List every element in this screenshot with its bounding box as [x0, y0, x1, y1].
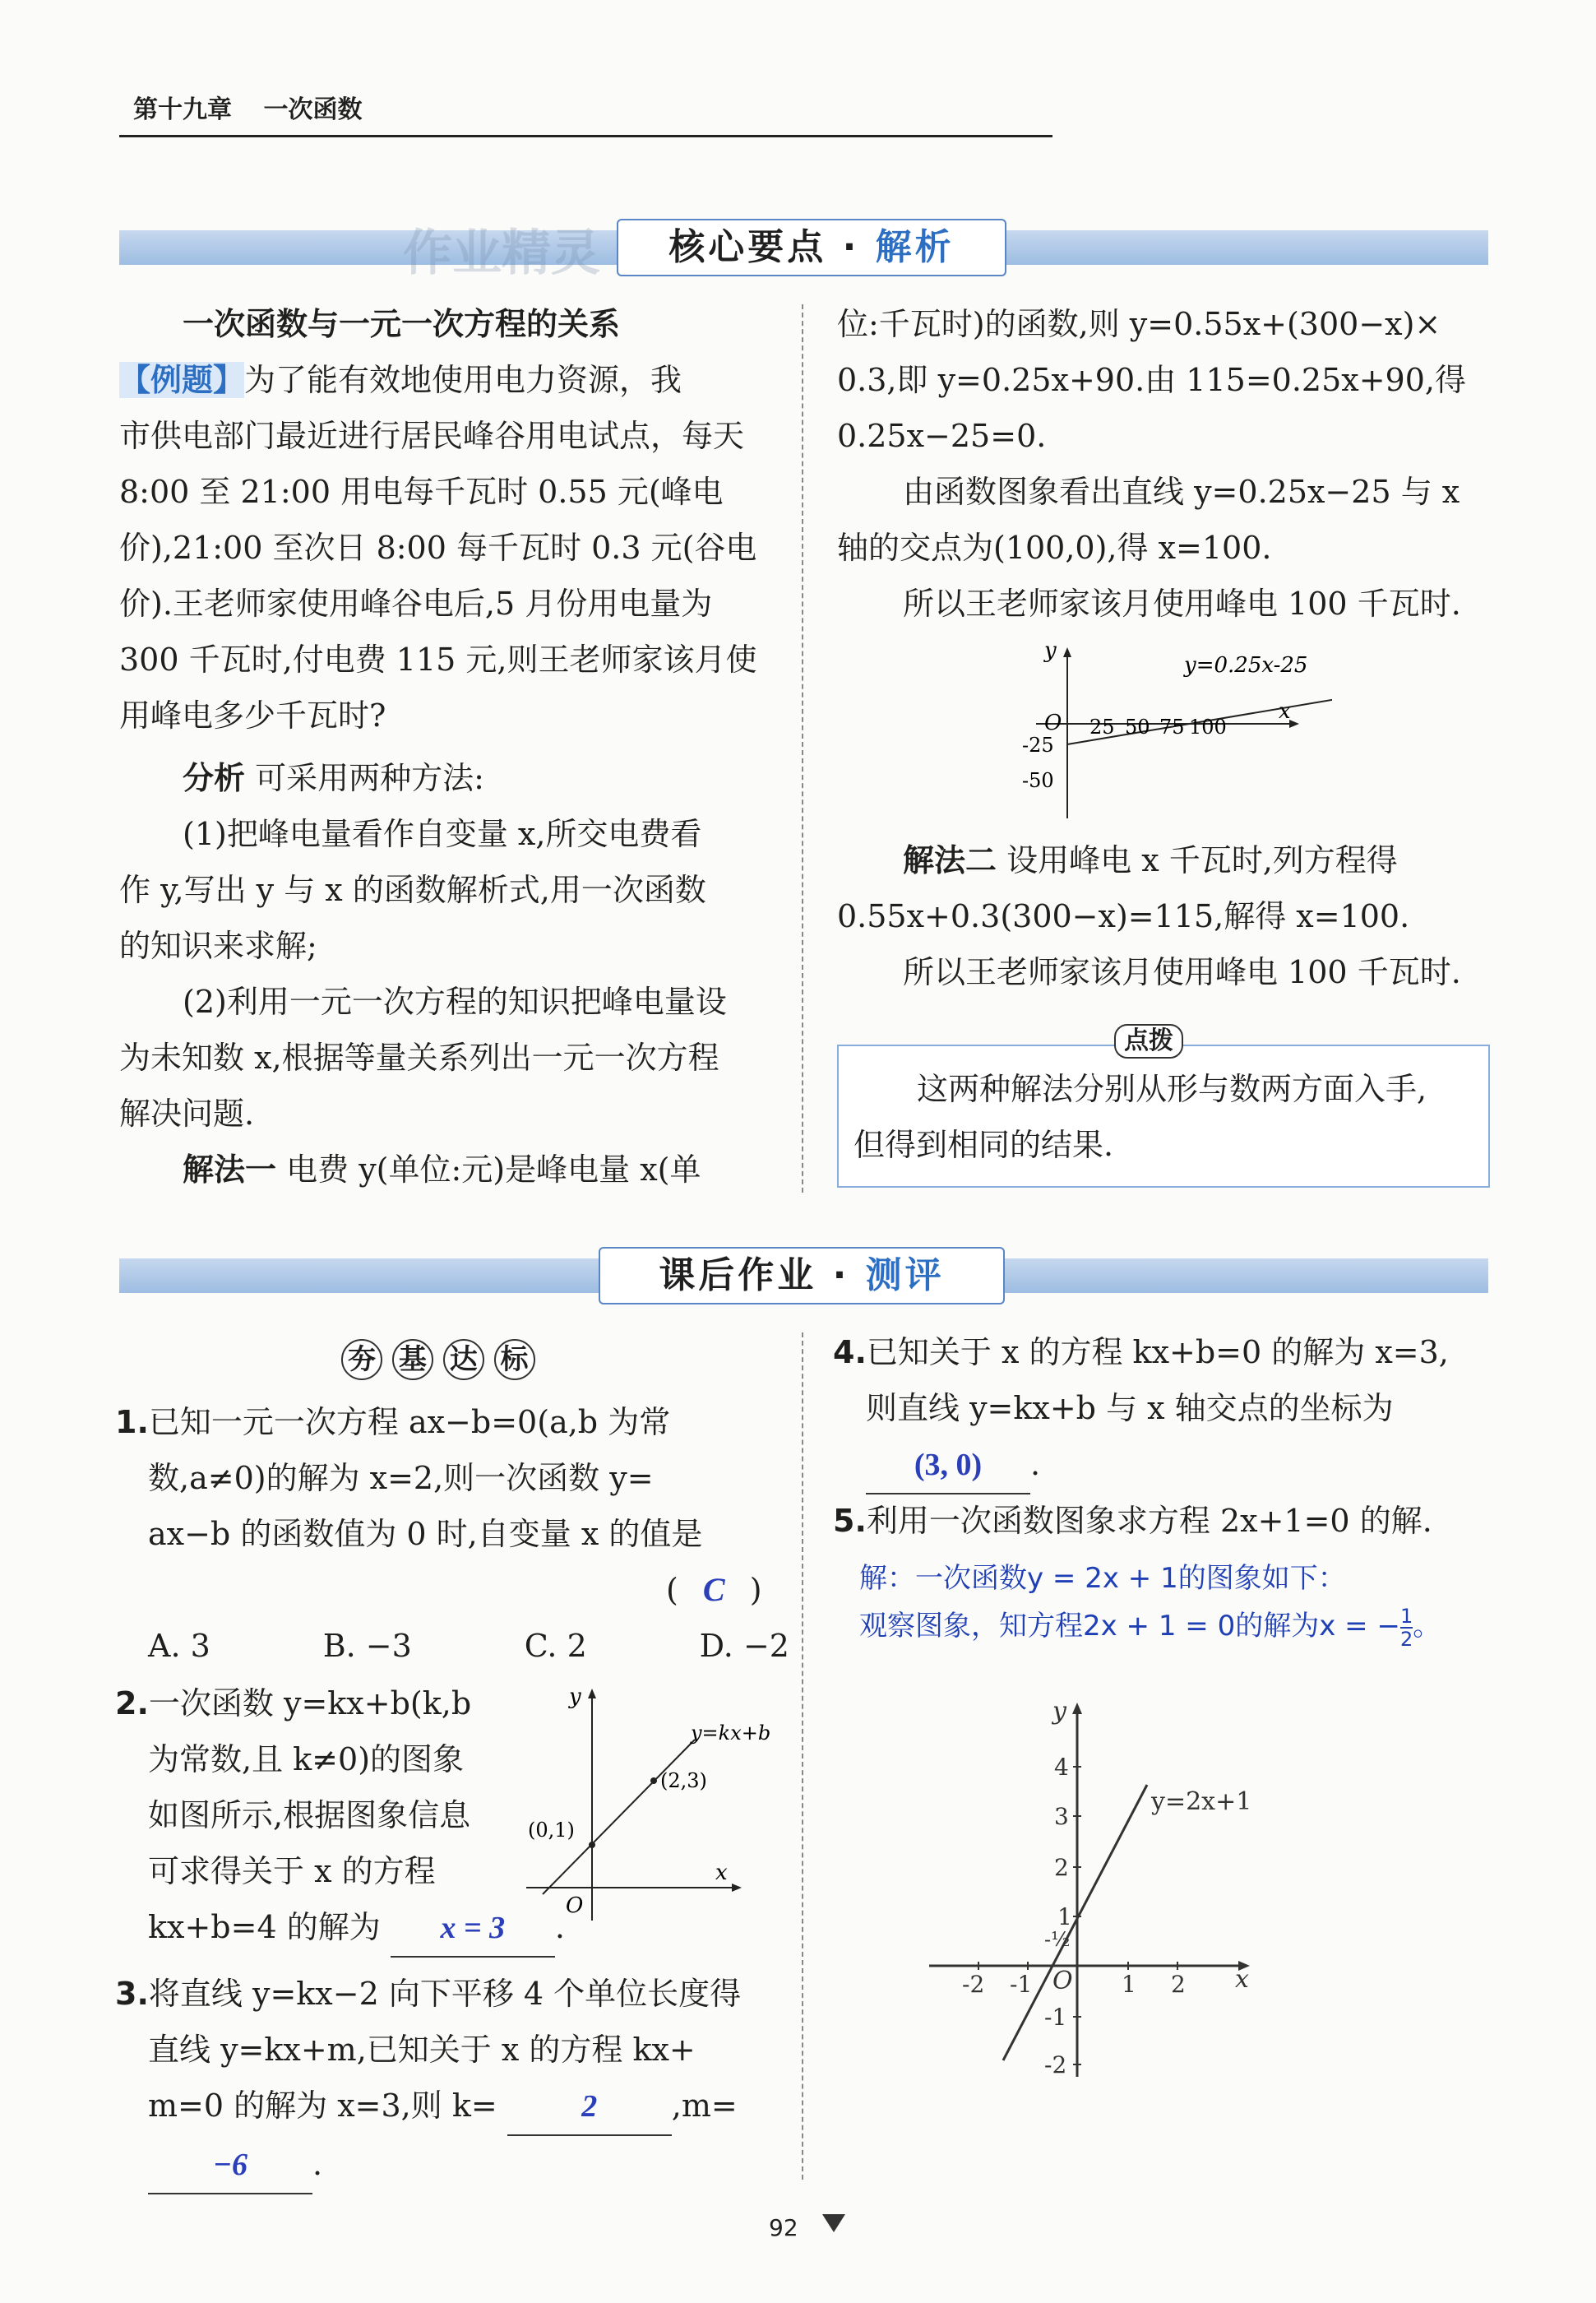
option-a: A. 3 [148, 1628, 210, 1664]
method2-line: 所以王老师家该月使用峰电 100 千瓦时. [903, 954, 1461, 990]
q1-answer: C [702, 1571, 725, 1608]
q-number: 1. [115, 1404, 149, 1440]
question-4 [833, 1324, 1499, 1494]
option-b: B. −3 [322, 1628, 412, 1664]
fraction [1400, 1606, 1413, 1650]
method1-line: 所以王老师家该月使用峰电 100 千瓦时. [903, 586, 1461, 622]
q2-answer: x = 3 [440, 1911, 506, 1945]
analysis-line: 作 y,写出 y 与 x 的函数解析式,用一次函数 [119, 872, 706, 908]
tip-line: 这两种解法分别从形与数两方面入手, [917, 1071, 1427, 1107]
graph-q2 [518, 1682, 781, 1929]
origin-label: O [1052, 1967, 1073, 1995]
y-arrow [588, 1689, 596, 1698]
q-line: m=0 的解为 x=3,则 k= [148, 2088, 497, 2124]
q-line: 已知一元一次方程 ax−b=0(a,b 为常 [148, 1404, 671, 1440]
analysis-label: 分析 [183, 760, 246, 796]
q1-options [148, 1618, 789, 1674]
section-title-text: 课后作业 [659, 1254, 817, 1296]
badge-char: 标 [494, 1339, 535, 1380]
method2-label: 解法二 [903, 842, 997, 878]
y-label: y [1044, 638, 1057, 663]
origin-label: O [566, 1893, 584, 1918]
topic-title: 一次函数与一元一次方程的关系 [183, 306, 621, 342]
example-line: 用峰电多少千瓦时? [119, 697, 386, 734]
y-tick-label: -1 [1044, 2004, 1067, 2031]
y-label: y [1052, 1697, 1066, 1726]
k-answer: 2 [581, 2089, 598, 2124]
q-line: 将直线 y=kx−2 向下平移 4 个单位长度得 [148, 1976, 742, 2012]
function-line [1003, 1785, 1147, 2060]
x-label: x [1235, 1965, 1249, 1994]
analysis-line: 为未知数 x,根据等量关系列出一元一次方程 [119, 1040, 719, 1076]
k-answer-blank[interactable] [507, 2078, 672, 2136]
section-title-core: 核心要点 · 解析 [617, 219, 1006, 276]
x-arrow [732, 1884, 742, 1892]
x-tick: 75 [1159, 716, 1185, 739]
m-answer-blank[interactable] [148, 2136, 312, 2194]
y-tick: -25 [1022, 734, 1054, 757]
y-tick-label: -2 [1044, 2051, 1067, 2078]
example-block [119, 352, 777, 744]
x-tick-label: -2 [962, 1971, 985, 1998]
q-number: 3. [115, 1976, 149, 2012]
y-tick-label: 4 [1054, 1754, 1069, 1781]
q-line: 直线 y=kx+m,已知关于 x 的方程 kx+ [148, 2032, 696, 2068]
method2-first: 设用峰电 x 千瓦时,列方程得 [1006, 842, 1398, 878]
y-tick-label: 1 [1057, 1903, 1072, 1930]
method1-line: 位:千瓦时)的函数,则 y=0.55x+(300−x)× [837, 306, 1441, 342]
line-label: y=0.25x-25 [1184, 653, 1308, 678]
q4-answer: (3, 0) [914, 1448, 983, 1482]
method1-block [837, 296, 1495, 632]
analysis-line: 解决问题. [119, 1096, 255, 1132]
line-label: y=kx+b [691, 1721, 771, 1745]
method2-line: 0.55x+0.3(300−x)=115,解得 x=100. [837, 898, 1410, 934]
badge-char: 达 [443, 1339, 484, 1380]
method1-line: 0.25x−25=0. [837, 418, 1047, 454]
question-1 [115, 1394, 789, 1618]
x-tick: 25 [1089, 716, 1115, 739]
function-line [543, 1740, 695, 1894]
period: . [1030, 1446, 1041, 1482]
graph-method1 [1020, 637, 1332, 822]
method1-first: 电费 y(单位:元)是峰电量 x(单 [286, 1152, 701, 1188]
q-line: 已知关于 x 的方程 kx+b=0 的解为 x=3, [866, 1334, 1449, 1370]
page-number: 92 [769, 2214, 798, 2241]
x-tick: 50 [1125, 716, 1150, 739]
method1-line: 由函数图象看出直线 y=0.25x−25 与 x [903, 474, 1460, 510]
half-tick-label: -½ [1044, 1928, 1071, 1951]
example-line: 300 千瓦时,付电费 115 元,则王老师家该月使 [119, 642, 757, 678]
q-line: 则直线 y=kx+b 与 x 轴交点的坐标为 [866, 1390, 1394, 1426]
option-d: D. −2 [699, 1628, 789, 1664]
solution-line: 观察图象，知方程2x + 1 = 0的解为x = − [859, 1610, 1400, 1643]
paren: ( [666, 1572, 678, 1608]
page-arrow-icon [822, 2213, 847, 2234]
x-label: x [1279, 699, 1291, 724]
chapter-title: 一次函数 [263, 95, 363, 124]
example-tag: 【例题】 [119, 362, 245, 398]
point-label: (0,1) [528, 1819, 575, 1842]
option-c: C. 2 [524, 1628, 587, 1664]
q-number: 2. [115, 1685, 149, 1721]
q-line: ,m= [671, 2088, 738, 2124]
y-tick-label: 3 [1054, 1803, 1069, 1830]
q-number: 4. [833, 1334, 867, 1370]
section-subtitle-text: 解析 [875, 226, 955, 268]
q4-answer-blank[interactable] [866, 1436, 1030, 1494]
x-arrow [1289, 720, 1299, 728]
q-line: ax−b 的函数值为 0 时,自变量 x 的值是 [148, 1516, 703, 1552]
header-rule [119, 135, 1052, 137]
q-line: 如图所示,根据图象信息 [148, 1797, 471, 1833]
q-line: 数,a≠0)的解为 x=2,则一次函数 y= [148, 1460, 654, 1496]
chapter-label: 第十九章 [133, 95, 232, 124]
solution-line: 。 [1413, 1610, 1441, 1643]
question-3 [115, 1966, 789, 2194]
level-badge [341, 1339, 535, 1380]
q-line: 为常数,且 k≠0)的图象 [148, 1741, 465, 1777]
tip-text [854, 1061, 1487, 1173]
origin-label: O [1044, 711, 1062, 735]
q-line: 一次函数 y=kx+b(k,b [148, 1685, 472, 1721]
frac-num: 1 [1399, 1604, 1413, 1628]
y-tick: -50 [1022, 769, 1054, 792]
point-label: (2,3) [660, 1769, 707, 1792]
q-number: 5. [833, 1503, 867, 1539]
method1-line: 轴的交点为(100,0),得 x=100. [837, 530, 1272, 566]
period: . [312, 2146, 323, 2182]
frac-den: 2 [1399, 1627, 1413, 1651]
example-line: 为了能有效地使用电力资源，我 [244, 362, 682, 398]
paren: ) [749, 1572, 762, 1608]
tip-line: 但得到相同的结果. [854, 1127, 1114, 1163]
analysis-intro: 可采用两种方法: [255, 760, 484, 796]
question-5 [833, 1493, 1499, 1549]
m-answer: −6 [212, 2148, 248, 2182]
analysis-line: (2)利用一元一次方程的知识把峰电量设 [183, 984, 727, 1020]
y-arrow [1063, 647, 1071, 657]
question-2 [115, 1675, 576, 1899]
column-divider [802, 1332, 803, 2180]
x-tick: 100 [1189, 716, 1227, 739]
point-0-1 [589, 1842, 595, 1848]
graph-q5 [913, 1694, 1274, 2089]
x-label: x [715, 1860, 728, 1885]
point-2-3 [650, 1777, 657, 1784]
badge-char: 基 [392, 1339, 433, 1380]
watermark: 作业精灵 [403, 225, 600, 282]
q-line: 利用一次函数图象求方程 2x+1=0 的解. [866, 1503, 1432, 1539]
example-line: 价),21:00 至次日 8:00 每千瓦时 0.3 元(谷电 [119, 530, 757, 566]
example-line: 价).王老师家使用峰谷电后,5 月份用电量为 [119, 586, 713, 622]
example-line: 市供电部门最近进行居民峰谷用电试点，每天 [119, 418, 745, 454]
method1-line: 0.3,即 y=0.25x+90.由 115=0.25x+90,得 [837, 362, 1466, 398]
analysis-line: (1)把峰电量看作自变量 x,所交电费看 [183, 816, 702, 852]
analysis-block [119, 750, 777, 1198]
badge-char: 夯 [341, 1339, 382, 1380]
running-header [133, 89, 362, 125]
tip-label: 点拨 [1114, 1024, 1183, 1059]
y-tick-label: 2 [1054, 1854, 1069, 1881]
column-divider [802, 304, 803, 1193]
q-line: 可求得关于 x 的方程 [148, 1853, 436, 1889]
section-title-text: 核心要点 [668, 226, 827, 268]
q5-solution [859, 1555, 1441, 1650]
y-arrow [1072, 1703, 1082, 1714]
x-tick-label: 1 [1122, 1971, 1136, 1998]
line-label: y=2x+1 [1151, 1787, 1252, 1816]
period: . [554, 1909, 565, 1945]
analysis-line: 的知识来求解; [119, 928, 317, 964]
section-subtitle-text: 测评 [865, 1254, 945, 1296]
example-line: 8:00 至 21:00 用电每千瓦时 0.55 元(峰电 [119, 474, 724, 510]
section-title-homework: 课后作业 · 测评 [599, 1247, 1005, 1304]
x-tick-label: 2 [1171, 1971, 1186, 1998]
q-line: kx+b=4 的解为 [148, 1909, 381, 1945]
method1-label: 解法一 [183, 1152, 277, 1188]
solution-line: 解：一次函数y = 2x + 1的图象如下： [859, 1562, 1346, 1595]
y-label: y [569, 1684, 581, 1709]
method2-block [837, 832, 1495, 1000]
x-tick-label: -1 [1010, 1971, 1033, 1998]
